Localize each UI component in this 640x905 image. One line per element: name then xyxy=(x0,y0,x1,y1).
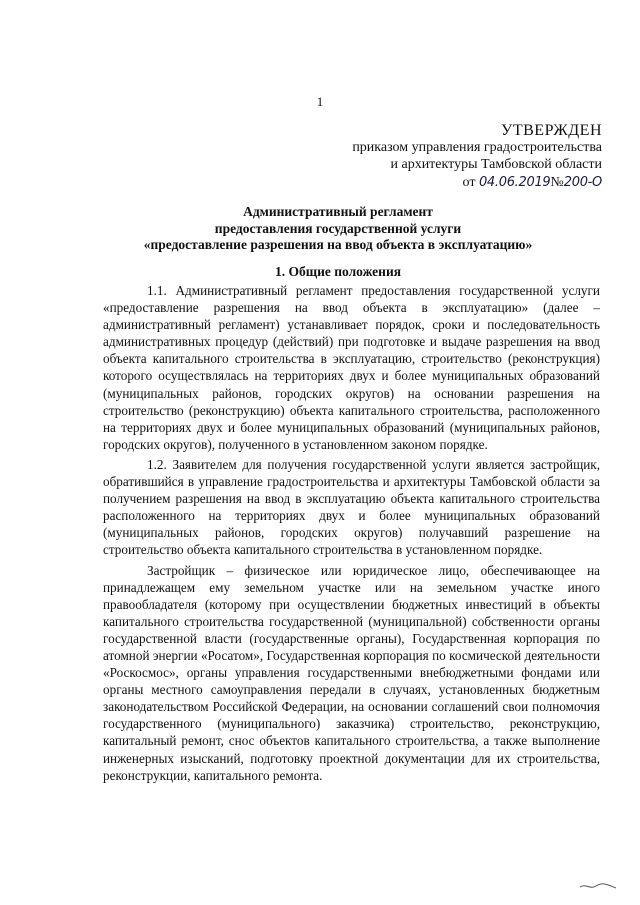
document-body xyxy=(103,282,600,784)
paragraph-1-1: 1.1. Административный регламент предоставления государственной услуги «предоставление разрешения на ввод объекта в эксплуатацию» (далее – административный регламент) устанавливает порядок, сроки и последовательность административных процедур (действий) при подготовке и выдаче разрешения на ввод объекта капитального строительства в эксплуатацию, строительство (реконструкция) которого осуществлялась на территориях двух и более муниципальных образований (муниципальных районов, городских округов) на основании разрешения на строительство (реконструкцию) объекта капитального строительства, расположенного на территориях двух и более муниципальных образований (муниципальных районов, городских округов), полученного в установленном законом порядке. xyxy=(103,283,600,452)
approval-stamp xyxy=(352,122,602,191)
section-title: 1. Общие положения xyxy=(274,264,402,279)
handwritten-order-number: 200-О xyxy=(563,175,602,190)
number-sign: № xyxy=(550,175,564,190)
approval-from-label: от xyxy=(462,175,476,190)
document-heading xyxy=(88,204,588,254)
page-number: 1 xyxy=(316,94,324,109)
approval-date-number-line xyxy=(352,174,602,191)
approval-title: УТВЕРЖДЕН xyxy=(501,122,602,139)
paragraph-1-2: 1.2. Заявителем для получения государственной услуги является застройщик, обратившийся в управление градостроительства и архитектуры Тамбовской области за получением разрешения на ввод в эксплуатацию объекта капитального строительства расположенного на территориях двух и более муниципальных образований (муниципальных районов, городских округов) получавший разрешение на строительство объекта капитального строительства в установленном порядке. xyxy=(103,456,600,558)
heading-line-1: Административный регламент xyxy=(243,204,433,219)
paragraph-developer-definition: Застройщик – физическое или юридическое лицо, обеспечивающее на принадлежащем ему земельном участке или на земельном участке иного правообладателя (которому при осуществлении бюджетных инвестиций в объекты капитального строительства государственной (муниципальной) собственности органы государственной власти (государственные органы), Государственная корпорация по атомной энергии «Росатом», Государственная корпорация по космической деятельности «Роскосмос», органы управления государственными внебюджетными фондами или органы местного самоуправления передали в случаях, установленных бюджетным законодательством Российской Федерации, на основании соглашений свои полномочия государственного (муниципального) заказчика) строительство, реконструкцию, капитальный ремонт, снос объектов капитального строительства, а также выполнение инженерных изысканий, подготовку проектной документации для их строительства, реконструкции, капитального ремонта. xyxy=(103,562,600,783)
approval-line-2: и архитектуры Тамбовской области xyxy=(390,157,602,172)
approval-line-1: приказом управления градостроительства xyxy=(352,140,602,155)
handwritten-date: 04.06.2019 xyxy=(478,175,551,190)
heading-line-3: «предоставление разрешения на ввод объекта в эксплуатацию» xyxy=(143,237,533,252)
corner-scribble-mark xyxy=(578,881,618,891)
heading-line-2: предоставления государственной услуги xyxy=(214,220,462,236)
